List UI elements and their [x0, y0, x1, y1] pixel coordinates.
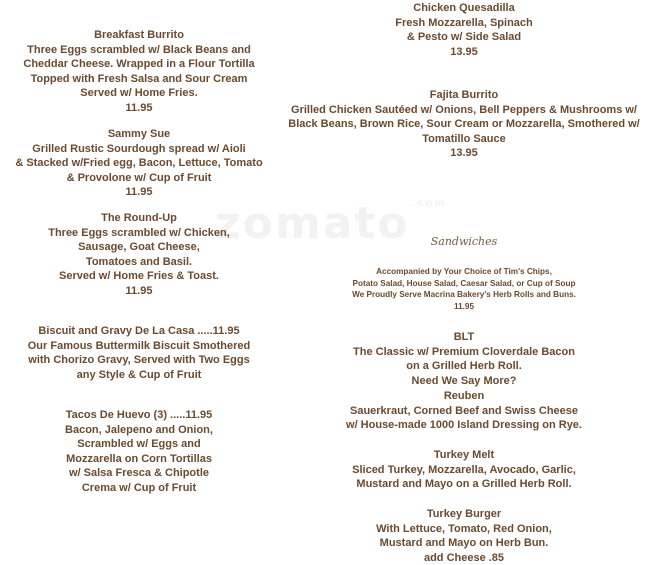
item-desc: Fresh Mozzarella, Spinach: [278, 16, 650, 31]
sandwiches-note: [278, 266, 650, 312]
item-title: Biscuit and Gravy De La Casa .....11.95: [0, 324, 278, 339]
item-title: Turkey Burger: [278, 507, 650, 522]
item-desc: Sauerkraut, Corned Beef and Swiss Cheese: [278, 404, 650, 419]
item-desc: & Provolone w/ Cup of Fruit: [0, 171, 278, 186]
note-line: We Proudly Serve Macrina Bakery's Herb Rolls and Buns.: [278, 289, 650, 301]
menu-item-reuben: [278, 389, 650, 433]
item-desc: Scrambled w/ Eggs and: [0, 437, 278, 452]
menu-item-biscuit-and-gravy: [0, 324, 278, 382]
item-desc: w/ Salsa Fresca & Chipotle: [0, 466, 278, 481]
item-desc: Need We Say More?: [278, 374, 650, 389]
item-desc: Three Eggs scrambled w/ Black Beans and: [0, 43, 278, 58]
item-desc: Our Famous Buttermilk Biscuit Smothered: [0, 339, 278, 354]
item-desc: w/ House-made 1000 Island Dressing on Rye.: [278, 418, 650, 433]
sandwiches-heading: Sandwiches: [278, 235, 650, 248]
item-price: 13.95: [278, 45, 650, 60]
item-desc: Topped with Fresh Salsa and Sour Cream: [0, 72, 278, 87]
item-desc: on a Grilled Herb Roll.: [278, 359, 650, 374]
note-line: Potato Salad, House Salad, Caesar Salad, or Cup of Soup: [278, 278, 650, 290]
item-title: BLT: [278, 330, 650, 345]
item-desc: With Lettuce, Tomato, Red Onion,: [278, 522, 650, 537]
item-desc: Black Beans, Brown Rice, Sour Cream or Mozzarella, Smothered w/: [278, 117, 650, 132]
item-title: Breakfast Burrito: [0, 28, 278, 43]
item-desc: with Chorizo Gravy, Served with Two Eggs: [0, 353, 278, 368]
item-desc: Mustard and Mayo on Herb Bun.: [278, 536, 650, 551]
menu-item-chicken-quesadilla: [278, 1, 650, 59]
item-desc: any Style & Cup of Fruit: [0, 368, 278, 383]
item-title: Tacos De Huevo (3) .....11.95: [0, 408, 278, 423]
item-title: Sammy Sue: [0, 127, 278, 142]
item-title: The Round-Up: [0, 211, 278, 226]
menu-item-turkey-melt: [278, 448, 650, 492]
item-desc: Sausage, Goat Cheese,: [0, 240, 278, 255]
item-desc: Grilled Rustic Sourdough spread w/ Aioli: [0, 142, 278, 157]
item-desc: Served w/ Home Fries & Toast.: [0, 269, 278, 284]
item-desc: Grilled Chicken Sautéed w/ Onions, Bell Peppers & Mushrooms w/: [278, 103, 650, 118]
item-desc: Three Eggs scrambled w/ Chicken,: [0, 226, 278, 241]
item-desc: Mozzarella on Corn Tortillas: [0, 452, 278, 467]
item-price: 11.95: [0, 101, 278, 116]
item-desc: Crema w/ Cup of Fruit: [0, 481, 278, 496]
item-price: 11.95: [0, 185, 278, 200]
item-desc: & Stacked w/Fried egg, Bacon, Lettuce, Tomato: [0, 156, 278, 171]
item-price: 13.95: [278, 146, 650, 161]
menu-item-blt: [278, 330, 650, 388]
item-desc: Sliced Turkey, Mozzarella, Avocado, Garlic,: [278, 463, 650, 478]
item-desc: Tomatoes and Basil.: [0, 255, 278, 270]
menu-item-sammy-sue: [0, 127, 278, 200]
menu-item-turkey-burger: [278, 507, 650, 565]
item-title: Reuben: [278, 389, 650, 404]
item-title: Chicken Quesadilla: [278, 1, 650, 16]
item-price: add Cheese .85: [278, 551, 650, 565]
item-title: Fajita Burrito: [278, 88, 650, 103]
item-desc: Cheddar Cheese. Wrapped in a Flour Tortilla: [0, 57, 278, 72]
item-desc: Tomatillo Sauce: [278, 132, 650, 147]
zomato-watermark: zomato $^{.com}$: [215, 198, 447, 249]
item-desc: Served w/ Home Fries.: [0, 86, 278, 101]
item-desc: Mustard and Mayo on a Grilled Herb Roll.: [278, 477, 650, 492]
menu-item-round-up: [0, 211, 278, 298]
note-price: 11.95: [278, 301, 650, 313]
item-desc: The Classic w/ Premium Cloverdale Bacon: [278, 345, 650, 360]
menu-item-fajita-burrito: [278, 88, 650, 161]
menu-item-tacos-de-huevo: [0, 408, 278, 495]
item-title: Turkey Melt: [278, 448, 650, 463]
item-price: 11.95: [0, 284, 278, 299]
note-line: Accompanied by Your Choice of Tim's Chips,: [278, 266, 650, 278]
menu-item-breakfast-burrito: [0, 28, 278, 115]
item-desc: Bacon, Jalepeno and Onion,: [0, 423, 278, 438]
item-desc: & Pesto w/ Side Salad: [278, 30, 650, 45]
